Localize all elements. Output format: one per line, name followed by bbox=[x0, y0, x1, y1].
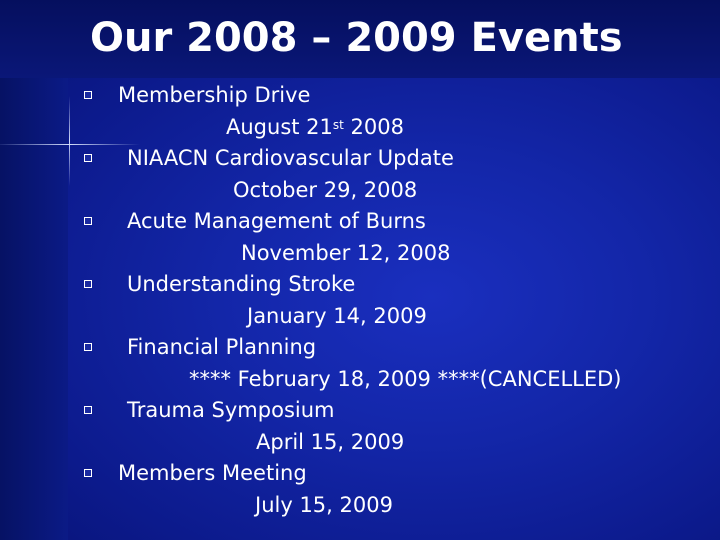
square-bullet-icon bbox=[84, 343, 92, 351]
square-bullet-icon bbox=[84, 91, 92, 99]
event-date: July 15, 2009 bbox=[255, 493, 393, 517]
event-item-members-meeting bbox=[0, 458, 720, 522]
event-date: April 15, 2009 bbox=[256, 430, 405, 454]
event-item-membership-drive bbox=[0, 80, 720, 144]
square-bullet-icon bbox=[84, 280, 92, 288]
event-item-financial-planning bbox=[0, 332, 720, 396]
event-date-year: 2008 bbox=[343, 115, 404, 139]
event-item-acute-management-of-burns bbox=[0, 206, 720, 270]
slide-title: Our 2008 – 2009 Events bbox=[90, 15, 623, 61]
event-date-ordinal: st bbox=[332, 118, 344, 132]
event-date: October 29, 2008 bbox=[233, 178, 418, 202]
event-name: Membership Drive bbox=[118, 83, 311, 107]
square-bullet-icon bbox=[84, 217, 92, 225]
event-item-understanding-stroke bbox=[0, 269, 720, 333]
event-date-cancelled: **** February 18, 2009 ****(CANCELLED) bbox=[189, 367, 622, 391]
event-date-text: August 21 bbox=[226, 115, 333, 139]
event-name: Acute Management of Burns bbox=[127, 209, 426, 233]
event-name: Members Meeting bbox=[118, 461, 307, 485]
event-name: Understanding Stroke bbox=[127, 272, 356, 296]
event-date: January 14, 2009 bbox=[247, 304, 427, 328]
event-date bbox=[226, 112, 404, 142]
event-date: November 12, 2008 bbox=[241, 241, 451, 265]
square-bullet-icon bbox=[84, 154, 92, 162]
event-name: NIAACN Cardiovascular Update bbox=[127, 146, 454, 170]
event-name: Trauma Symposium bbox=[127, 398, 335, 422]
event-item-niaacn-cardiovascular-update bbox=[0, 143, 720, 207]
event-name: Financial Planning bbox=[127, 335, 317, 359]
event-item-trauma-symposium bbox=[0, 395, 720, 459]
square-bullet-icon bbox=[84, 406, 92, 414]
square-bullet-icon bbox=[84, 469, 92, 477]
